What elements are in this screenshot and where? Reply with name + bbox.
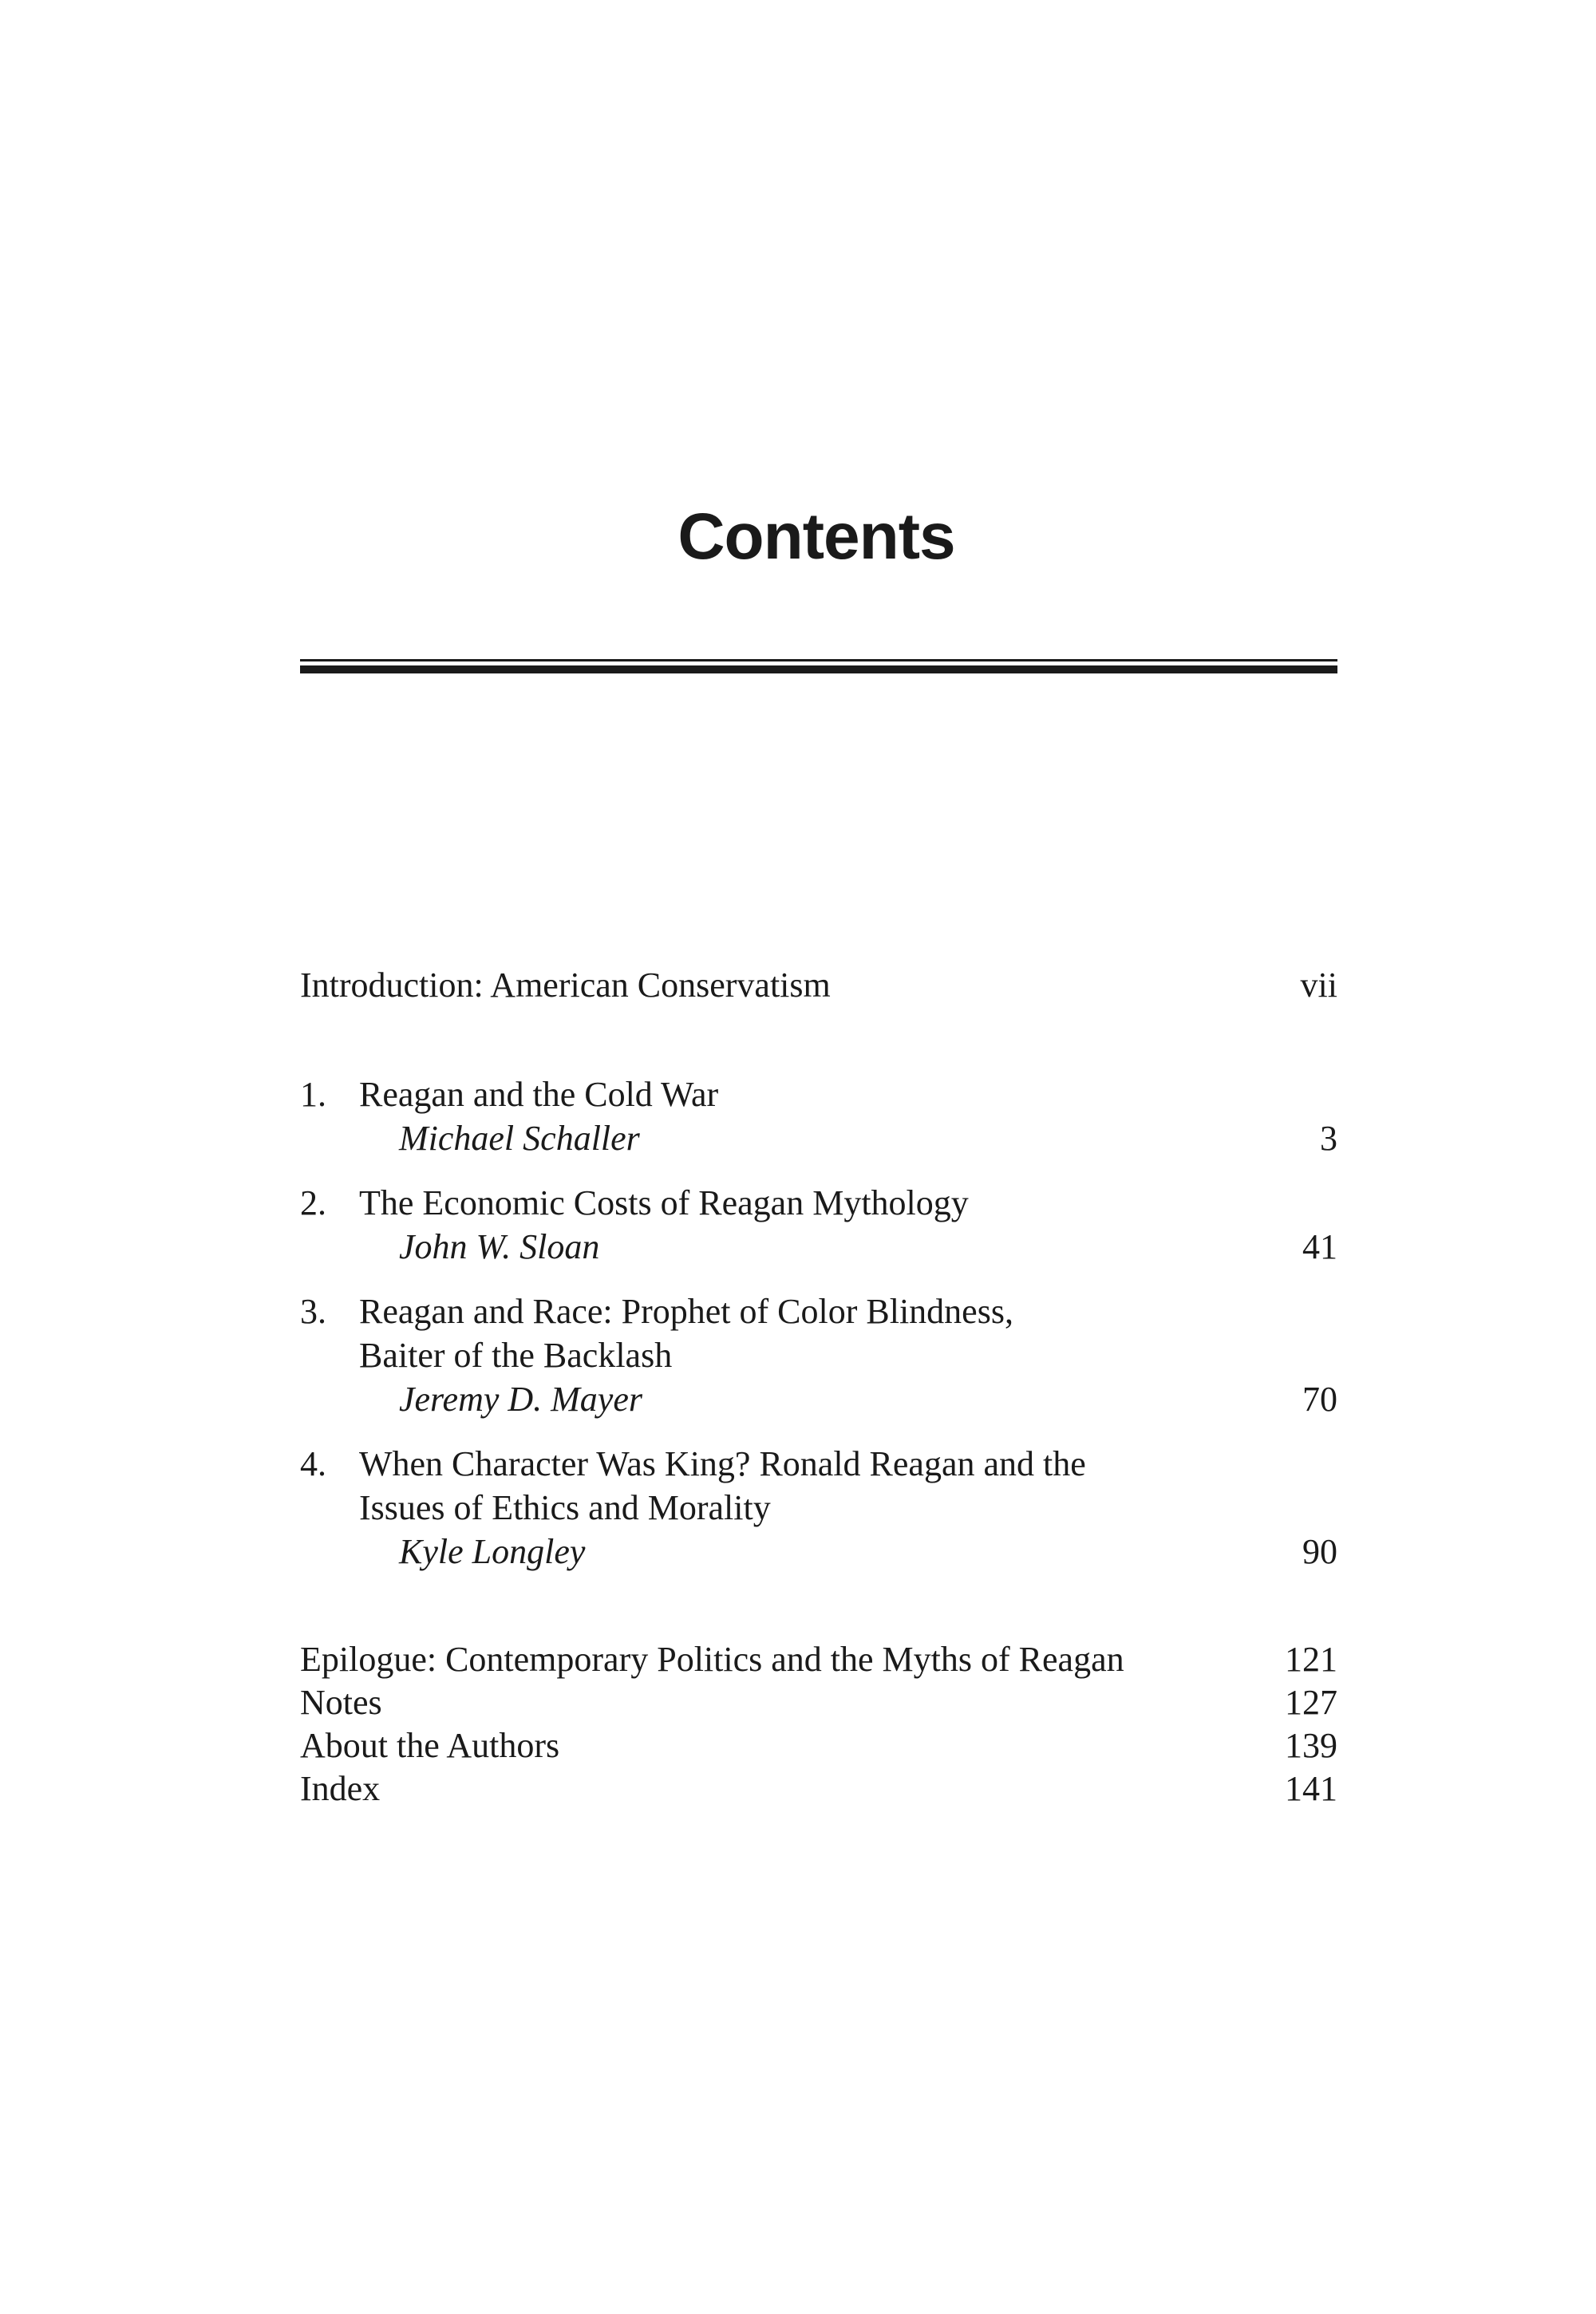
toc-entry-about-the-authors[interactable] [300, 1724, 1337, 1767]
toc-entry-page: 139 [1285, 1726, 1337, 1765]
toc-chapter-3-title-line-1[interactable] [300, 1290, 1337, 1333]
toc-entry-title: About the Authors [300, 1726, 560, 1765]
chapter-page: 90 [1302, 1532, 1337, 1571]
chapter-title: Reagan and the Cold War [359, 1075, 719, 1114]
chapter-page: 3 [1320, 1119, 1337, 1158]
table-of-contents [300, 0, 1337, 2314]
toc-chapter-4-title-line-1[interactable] [300, 1443, 1337, 1486]
toc-entry-index[interactable] [300, 1767, 1337, 1811]
toc-chapter-1-title-line-1[interactable] [300, 1073, 1337, 1116]
chapter-author: Jeremy D. Mayer [399, 1380, 642, 1419]
toc-chapter-2-title-line-1[interactable] [300, 1182, 1337, 1225]
chapter-title: When Character Was King? Ronald Reagan and the [359, 1444, 1086, 1483]
chapter-author: John W. Sloan [399, 1227, 600, 1266]
toc-entry-title: Epilogue: Contemporary Politics and the Myths of Reagan [300, 1640, 1124, 1679]
toc-chapter-3-author-line[interactable] [300, 1378, 1337, 1421]
chapter-title: The Economic Costs of Reagan Mythology [359, 1183, 969, 1222]
toc-chapter-2-author-line[interactable] [300, 1226, 1337, 1269]
toc-entry-epilogue[interactable] [300, 1638, 1337, 1681]
chapter-page: 70 [1302, 1380, 1337, 1419]
toc-entry-notes[interactable] [300, 1681, 1337, 1724]
chapter-number: 4. [300, 1444, 326, 1483]
toc-entry-title: Index [300, 1769, 381, 1808]
toc-entry-page: 141 [1285, 1769, 1337, 1808]
chapter-number: 2. [300, 1183, 326, 1222]
toc-entry-page: 127 [1285, 1683, 1337, 1722]
toc-entry-title: Notes [300, 1683, 382, 1722]
chapter-title-continued: Issues of Ethics and Morality [359, 1488, 771, 1527]
toc-entry-page: 121 [1285, 1640, 1337, 1679]
toc-chapter-4-author-line[interactable] [300, 1530, 1337, 1574]
toc-chapter-4-title-line-2[interactable] [300, 1487, 1337, 1530]
chapter-title: Reagan and Race: Prophet of Color Blindness, [359, 1292, 1013, 1331]
toc-chapter-3-title-line-2[interactable] [300, 1334, 1337, 1377]
toc-chapter-1-author-line[interactable] [300, 1117, 1337, 1160]
chapter-number: 3. [300, 1292, 326, 1331]
toc-entry-title: Introduction: American Conservatism [300, 965, 831, 1005]
chapter-number: 1. [300, 1075, 326, 1114]
chapter-title-continued: Baiter of the Backlash [359, 1336, 673, 1375]
toc-entry-introduction[interactable] [300, 964, 1337, 1007]
chapter-author: Kyle Longley [399, 1532, 586, 1571]
chapter-page: 41 [1302, 1227, 1337, 1266]
toc-entry-page: vii [1300, 965, 1337, 1005]
page-title: Contents [678, 500, 955, 573]
chapter-author: Michael Schaller [399, 1119, 640, 1158]
